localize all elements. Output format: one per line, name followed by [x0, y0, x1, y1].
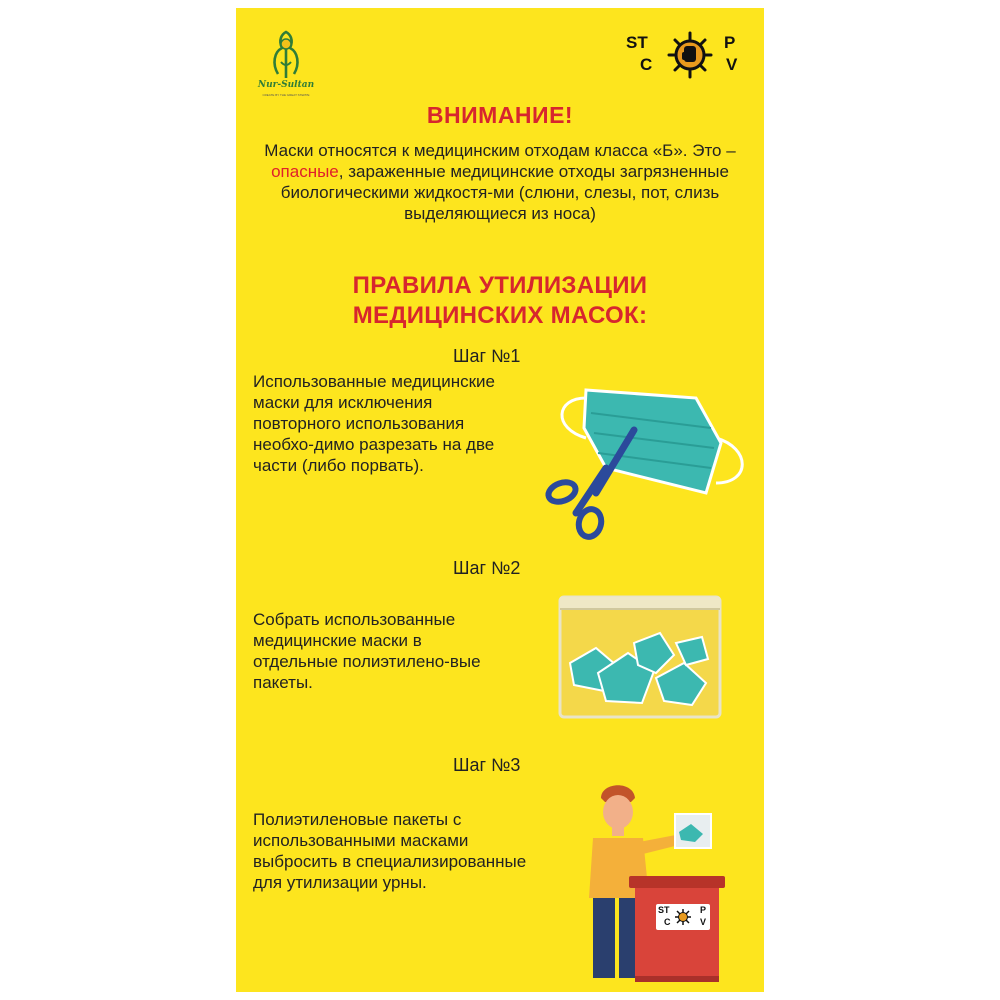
bag-icon	[556, 593, 726, 723]
step-2-label: Шаг №2	[453, 558, 521, 578]
person-trash-bin-icon	[571, 778, 731, 988]
bin-label-v: V	[700, 917, 707, 927]
step-1-label: Шаг №1	[453, 346, 521, 366]
warning-text-before: Маски относятся к медицинским отходам класса «Б». Это –	[264, 141, 736, 160]
step-2-text: Собрать использованные медицинские маски в отдельные полиэтилено-вые пакеты.	[253, 610, 481, 692]
step-3-text: Полиэтиленовые пакеты с использованными масками выбросить в специализированные для утилизации урны.	[253, 810, 527, 892]
stopcov-st: ST	[626, 33, 648, 52]
step-3-label: Шаг №3	[453, 755, 521, 775]
rules-title-line1: ПРАВИЛА УТИЛИЗАЦИИ	[352, 272, 648, 299]
rules-title-line2: МЕДИЦИНСКИХ МАСОК:	[352, 302, 648, 329]
step-1-text: Использованные медицинские маски для исключения повторного использования необхо-димо разрезать на две части (либо порвать).	[253, 372, 496, 475]
stopcov-v: V	[726, 55, 738, 74]
logo-subcaption: CREATE BY THE GREAT STEPPE	[262, 93, 310, 97]
bin-label-c: C	[664, 917, 671, 927]
virus-hand-icon	[660, 30, 720, 80]
logo-caption: Nur-Sultan	[257, 80, 315, 90]
bin-label	[656, 904, 710, 930]
nur-sultan-logo	[248, 22, 324, 100]
stop-cov-logo	[626, 30, 750, 80]
stopcov-c: C	[640, 55, 653, 74]
stopcov-p: P	[724, 33, 736, 52]
rules-title	[236, 271, 764, 331]
baiterek-icon	[248, 22, 324, 82]
poster	[236, 8, 764, 992]
warning-text	[246, 140, 754, 224]
warning-title: ВНИМАНИЕ!	[426, 102, 574, 128]
mask-scissors-icon	[546, 368, 756, 548]
bin-label-p: P	[700, 905, 707, 915]
warning-text-after: , зараженные медицинские отходы загрязненные биологическими жидкостя-ми (слюни, слезы, пот, слизь выделяющиеся из носа)	[280, 162, 729, 223]
warning-highlight: опасные	[271, 162, 339, 181]
bin-label-st: ST	[658, 905, 670, 915]
bin-virus-icon	[675, 909, 691, 925]
